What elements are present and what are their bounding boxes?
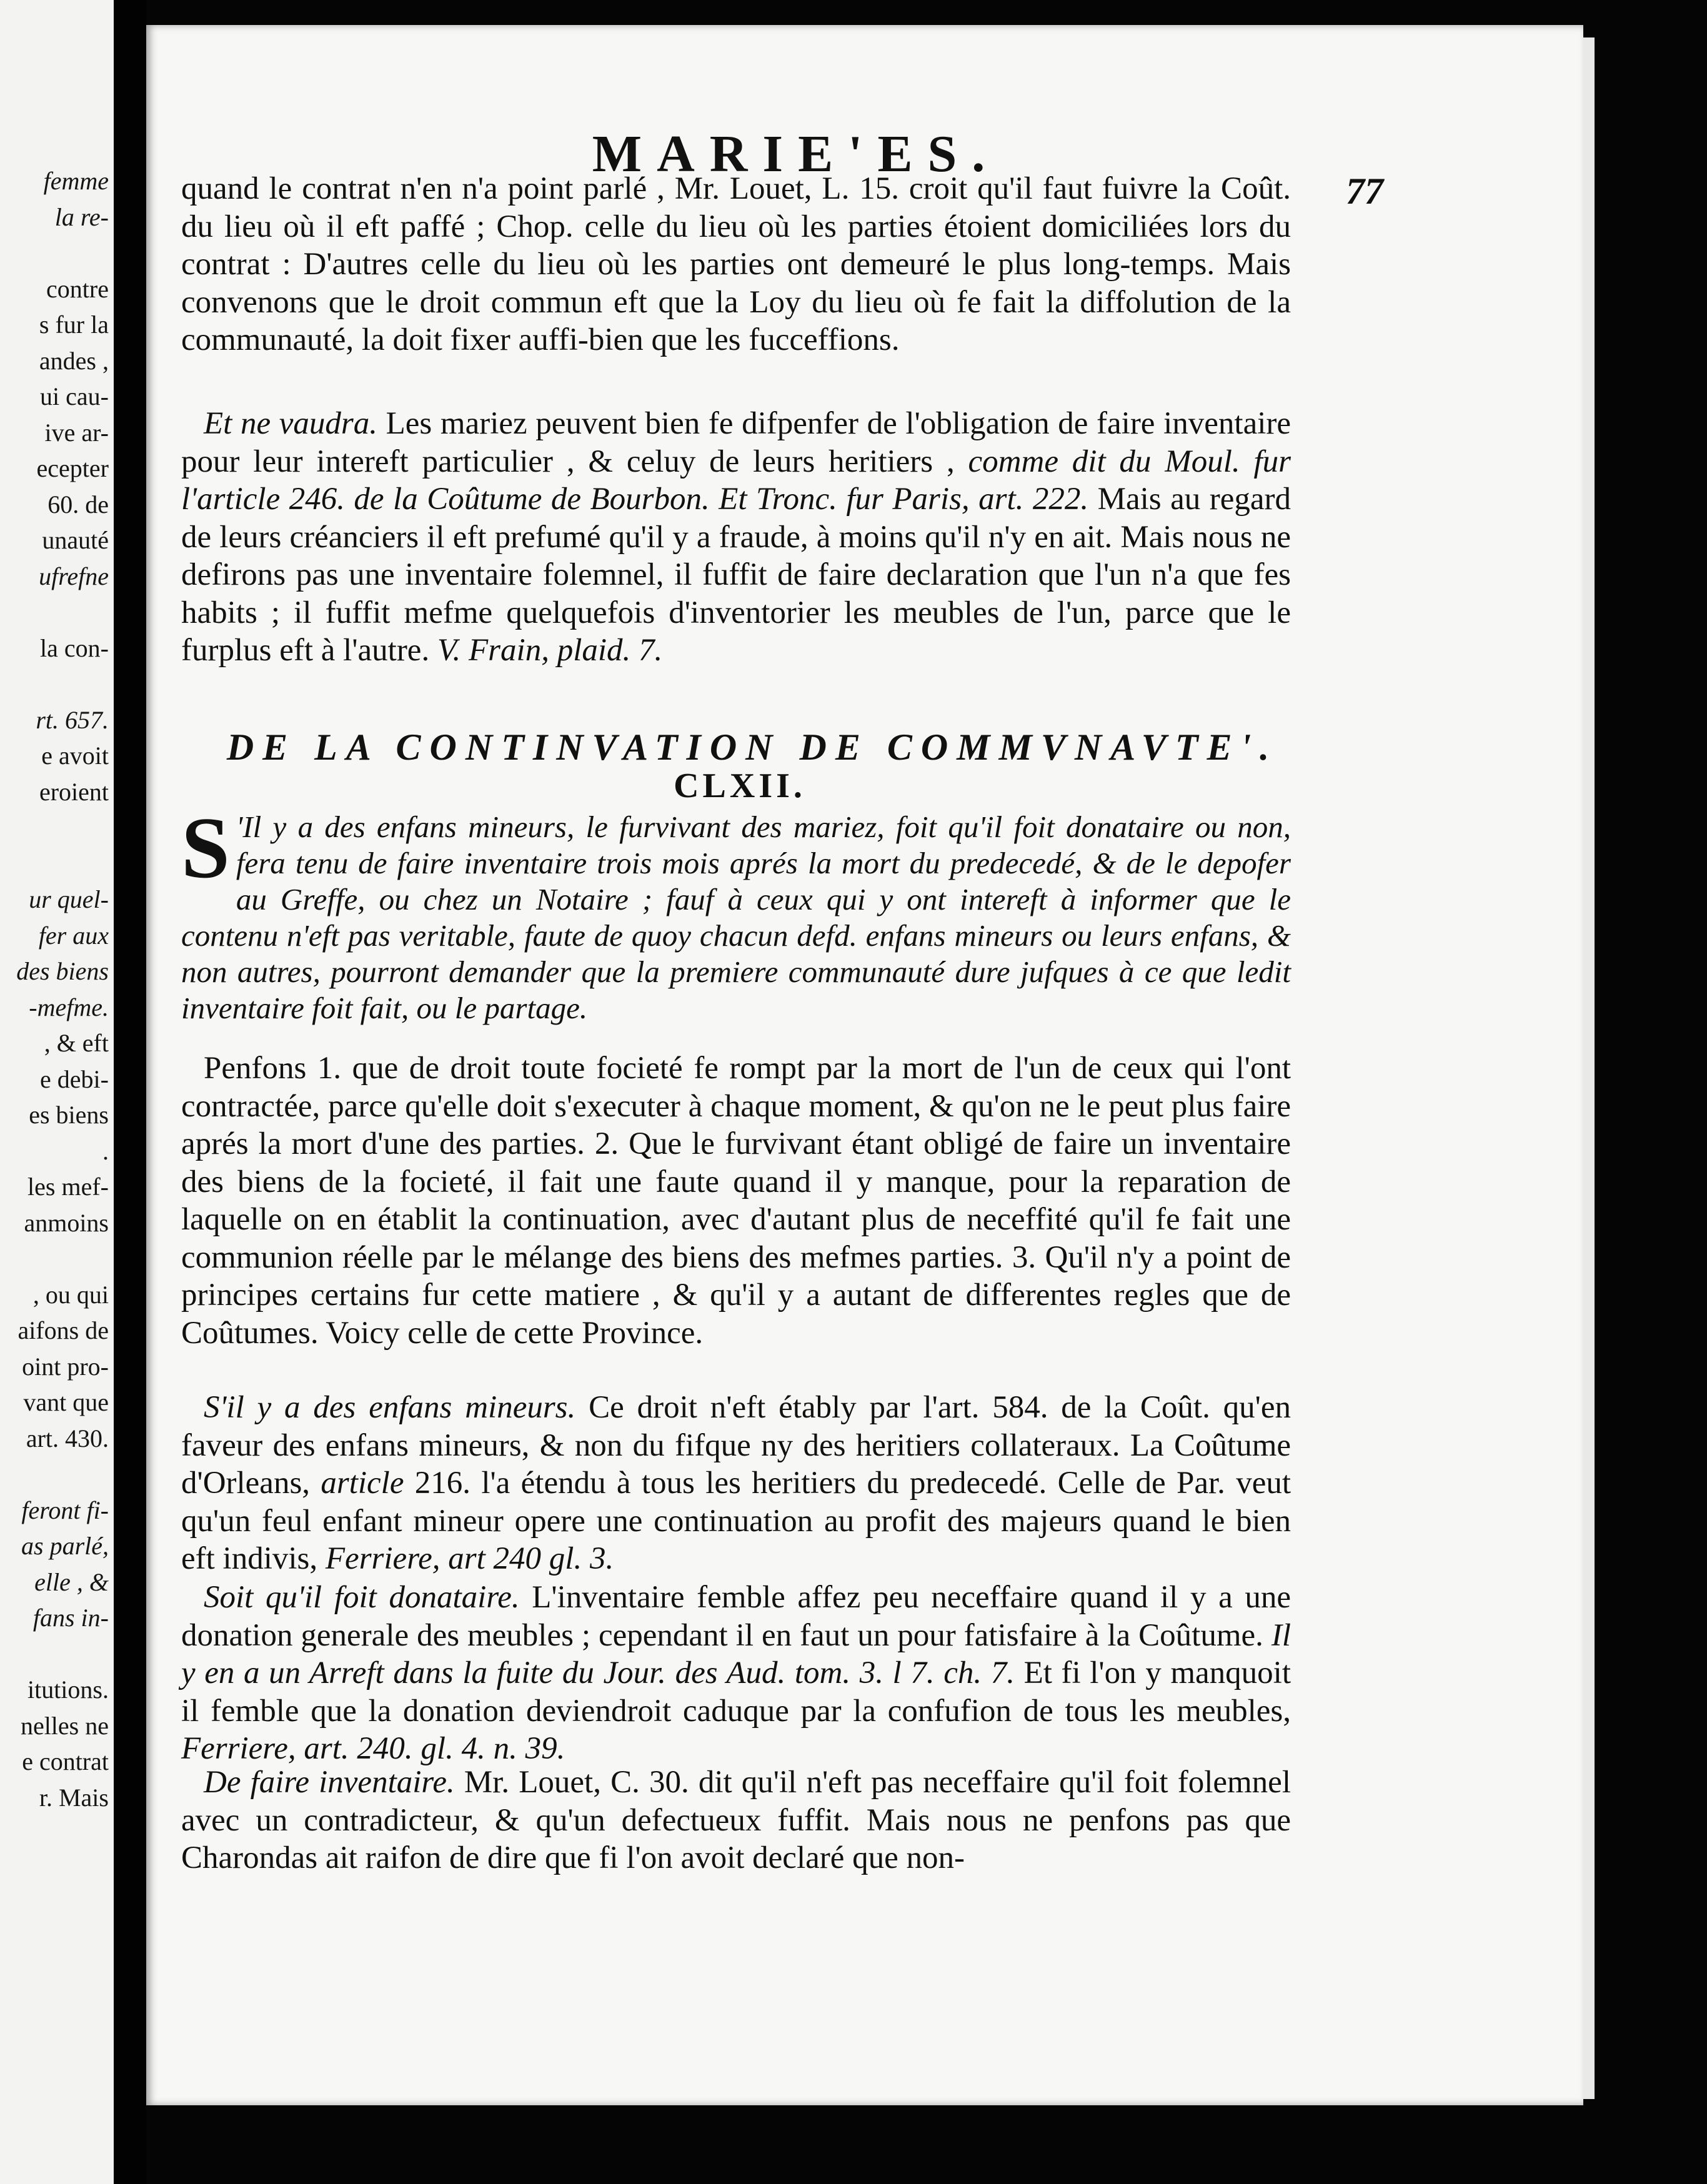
facing-page-line: r. Mais: [39, 1783, 109, 1812]
lemma: De faire inventaire.: [204, 1765, 455, 1800]
lemma: Et ne vaudra.: [204, 406, 377, 441]
commentary-text: Et fi l'on y manquoit il femble que la donation deviendroit caduque par la confufion de tous les meubles,: [181, 1655, 1291, 1729]
facing-page-line: oint pro-: [22, 1352, 109, 1381]
facing-page-line: anmoins: [24, 1208, 109, 1237]
facing-page-fragment: [0, 0, 114, 2184]
citation: comme dit du Moul. fur l'article 246. de la Coûtume de Bourbon. Et Tronc. fur Paris, art. 222.: [181, 444, 1291, 517]
commentary-paragraph: [181, 405, 1291, 670]
lemma: Soit qu'il foit donataire.: [204, 1580, 520, 1615]
commentary-text: L'inventaire femble affez peu neceffaire quand il y a une donation generale des meubles ; cependant il en faut un pour fatisfaire à la Coûtume.: [181, 1580, 1291, 1653]
facing-page-line: la re-: [54, 202, 109, 231]
paragraph-text: quand le contrat n'en n'a point parlé , Mr. Louet, L. 15. croit qu'il faut fuivre la Coût. du lieu où il eft paffé ; Chop. celle du lieu où les parties étoient domiciliées lors du contrat : D'autres celle du lieu où les parties ont demeuré le plus long-temps. Mais convenons que le droit commun eft que la Loy du lieu où fe fait la diffolution de la communauté, la doit fixer auffi-bien que les fucceffions.: [181, 171, 1291, 357]
facing-page-line: itutions.: [27, 1675, 109, 1704]
facing-page-line: contre: [46, 274, 109, 303]
facing-page-line: s fur la: [39, 310, 109, 339]
commentary-text: Les mariez peuvent bien fe difpenfer de l'obligation de faire inventaire pour leur intereft particulier , & celuy de leurs heritiers ,: [181, 406, 1291, 479]
facing-page-line: eroient: [39, 777, 109, 806]
commentary-text: Mais au regard de leurs créanciers il eft prefumé qu'il y a fraude, à moins qu'il n'y en ait. Mais nous ne defirons pas une inventaire folemnel, il fuffit de faire declaration que l'un n'a que fes habits ; il fuffit mefme quelquefois d'inventorier les meubles de l'un, parce que le furplus eft à l'autre.: [181, 482, 1291, 668]
facing-page-line: 60. de: [47, 490, 109, 519]
facing-page-line: as parlé,: [21, 1532, 109, 1560]
book-page: [146, 25, 1583, 2105]
article-number: CLXII.: [674, 767, 806, 805]
commentary-text: Ce droit n'eft étably par l'art. 584. de la Coût. qu'en faveur des enfans mineurs, & non du fifque ny des heritiers collateraux. La Coûtume d'Orleans,: [181, 1390, 1291, 1501]
facing-page-line: -mefme.: [29, 993, 109, 1021]
facing-page-line: elle , &: [34, 1567, 109, 1596]
drop-cap: S: [181, 800, 230, 896]
facing-page-line: ui cau-: [40, 382, 109, 410]
facing-page-line: unauté: [42, 526, 109, 554]
facing-page-line: aifons de: [17, 1316, 109, 1344]
facing-page-line: andes ,: [39, 346, 109, 375]
citation: Ferriere, art 240 gl. 3.: [325, 1541, 614, 1576]
facing-page-line: la con-: [40, 633, 109, 662]
facing-page-line: es biens: [29, 1101, 109, 1129]
commentary-paragraph: [181, 1389, 1291, 1578]
commentary-paragraph: [181, 1579, 1291, 1768]
facing-page-line: fer aux: [38, 921, 109, 950]
page-number: 77: [1346, 171, 1383, 212]
commentary-paragraph: [181, 1764, 1291, 1877]
citation: V. Frain, plaid. 7.: [437, 633, 663, 668]
section-title: DE LA CONTINVATION DE COMMVNAVTE'.: [226, 727, 1278, 768]
facing-page-line: les mef-: [27, 1173, 109, 1201]
citation: Il y en a un Arreft dans la fuite du Jour. des Aud. tom. 3. l 7. ch. 7.: [181, 1617, 1291, 1690]
facing-page-line: des biens: [16, 957, 109, 985]
commentary-text: 216. l'a étendu à tous les heritiers du predecedé. Celle de Par. veut qu'un feul enfant mineur opere une continuation au profit des majeurs quand le bien eft indivis,: [181, 1466, 1291, 1576]
facing-page-line: femme: [43, 167, 109, 195]
lemma: S'il y a des enfans mineurs.: [204, 1390, 576, 1425]
facing-page-line: , ou qui: [32, 1280, 109, 1309]
commentary-text: Mr. Louet, C. 30. dit qu'il n'eft pas neceffaire qu'il foit folemnel avec un contradicteur, & qu'un defectueux fuffit. Mais nous ne penfons pas que Charondas ait raifon de dire que fi l'on avoit declaré que non-: [181, 1765, 1291, 1875]
facing-page-line: e avoit: [41, 742, 109, 770]
facing-page-line: , & eft: [44, 1029, 109, 1057]
facing-page-line: feront fi-: [21, 1496, 109, 1524]
facing-page-line: ur quel-: [29, 885, 109, 913]
citation: Ferriere, art. 240. gl. 4. n. 39.: [181, 1731, 565, 1766]
citation: article: [321, 1466, 404, 1501]
facing-page-line: nelles ne: [20, 1711, 109, 1740]
paragraph-continued: [181, 170, 1291, 359]
commentary-paragraph: [181, 1050, 1291, 1352]
facing-page-line: art. 430.: [26, 1424, 109, 1452]
running-head: MARIE'ES.: [592, 125, 1000, 183]
facing-page-line: ecepter: [36, 454, 109, 482]
article-text: [181, 800, 1291, 1026]
facing-page-line: e debi-: [40, 1065, 109, 1093]
book-gutter: [114, 0, 146, 2184]
page-edge: [1583, 37, 1595, 2099]
facing-page-line: .: [102, 1136, 109, 1165]
facing-page-line: e contrat: [22, 1747, 109, 1775]
facing-page-line: fans in-: [32, 1604, 109, 1632]
article-body: 'Il y a des enfans mineurs, le furvivant des mariez, foit qu'il foit donataire ou non, fera tenu de faire inventaire trois mois aprés la mort du predecedé, & de le depofer au Greffe, ou chez un Notaire ; fauf à ceux qui y ont intereft à informer que le contenu n'eft pas veritable, faute de quoy chacun defd. enfans mineurs ou leurs enfans, & non autres, pourront demander que la premiere communauté dure jufques à ce que ledit inventaire foit fait, ou le partage.: [181, 810, 1291, 1025]
facing-page-line: vant que: [23, 1388, 109, 1416]
facing-page-line: ive ar-: [44, 418, 109, 447]
commentary-text: Penfons 1. que de droit toute focieté fe rompt par la mort de l'un de ceux qui l'ont contractée, parce qu'elle doit s'executer à chaque moment, & qu'on ne le peut plus faire aprés la mort d'une des parties. 2. Que le furvivant étant obligé de faire un inventaire des biens de la focieté, il fait une faute quand il y manque, pour la reparation de laquelle on en établit la continuation, avec d'autant plus de neceffité qu'il fe fait une communion réelle par le mélange des biens des mefmes parties. 3. Qu'il n'y a point de principes certains fur cette matiere , & qu'il y a autant de differentes regles que de Coûtumes. Voicy celle de cette Province.: [181, 1051, 1291, 1351]
facing-page-line: rt. 657.: [36, 705, 109, 734]
facing-page-line: ufrefne: [39, 562, 109, 590]
